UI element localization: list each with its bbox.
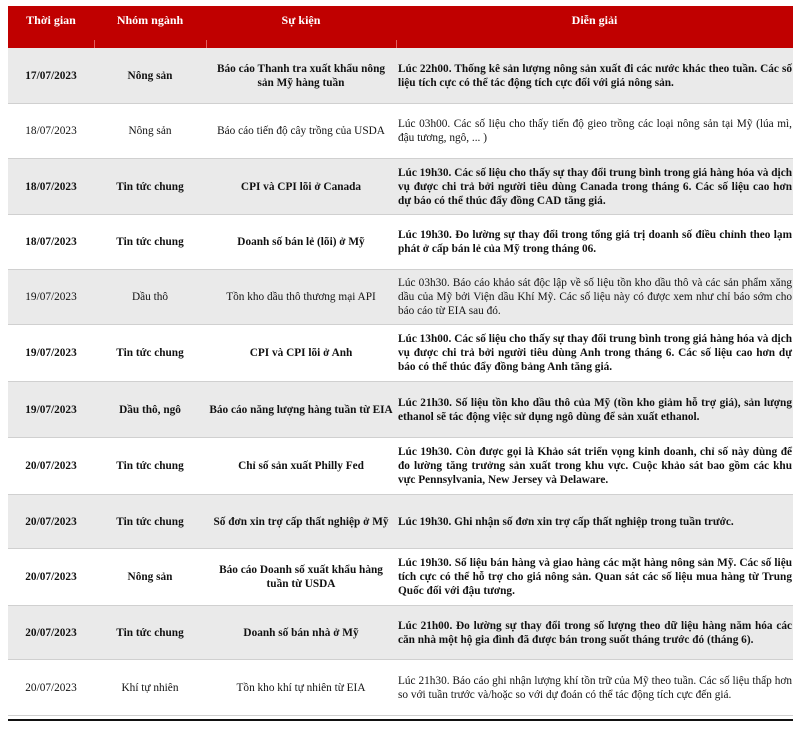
sector-cell: Dầu thô, ngô	[119, 403, 181, 416]
header-event: Sự kiện	[206, 6, 396, 48]
event-cell: CPI và CPI lõi ở Anh	[249, 347, 353, 359]
table-row	[8, 159, 793, 215]
sector-cell: Tin tức chung	[116, 236, 184, 248]
sector-cell: Tin tức chung	[116, 180, 184, 193]
event-cell: Báo cáo Thanh tra xuất khẩu nông sản Mỹ hàng tuần	[216, 62, 386, 89]
sector-cell: Tin tức chung	[116, 347, 184, 359]
header-time: Thời gian	[26, 13, 76, 27]
description-cell: Lúc 21h00. Đo lường sự thay đổi trong số lượng theo dữ liệu hàng năm hóa các căn nhà một hộ gia đình đã được bán trong suốt tháng trước đó (tháng 6).	[398, 619, 792, 646]
sector-cell: Khí tự nhiên	[121, 681, 179, 694]
description-cell: Lúc 03h00. Các số liệu cho thấy tiến độ gieo trồng các loại nông sản tại Mỹ (lúa mì, đậu tương, ngô, ... )	[398, 118, 792, 144]
event-cell: Số đơn xin trợ cấp thất nghiệp ở Mỹ	[213, 515, 389, 528]
sector-cell: Tin tức chung	[116, 515, 184, 528]
description-cell: Lúc 03h30. Báo cáo khảo sát độc lập về số liệu tồn kho dầu thô và các sản phẩm xăng dầu của Mỹ bởi Viện dầu Khí Mỹ. Các số liệu này có được xem như chỉ báo sớm cho báo cáo từ EIA sau đó.	[398, 277, 792, 317]
table-row	[8, 606, 793, 660]
event-cell: Chỉ số sản xuất Philly Fed	[238, 460, 364, 472]
date-cell: 19/07/2023	[25, 347, 77, 359]
date-cell: 19/07/2023	[25, 403, 77, 416]
header-description: Diễn giải	[396, 6, 793, 48]
event-cell: Báo cáo Doanh số xuất khẩu hàng tuần từ USDA	[219, 564, 383, 590]
sector-cell: Nông sản	[127, 571, 173, 583]
table-header	[8, 6, 793, 48]
table-row	[8, 549, 793, 606]
event-cell: Tồn kho khí tự nhiên từ EIA	[236, 681, 366, 694]
date-cell: 20/07/2023	[25, 681, 77, 694]
description-cell: Lúc 19h30. Số liệu bán hàng và giao hàng các mặt hàng nông sản Mỹ. Các số liệu tích cực có thể hỗ trợ cho giá nông sản. Quan sát các số liệu mua hàng từ Trung Quốc đối với đậu tương.	[398, 557, 792, 597]
description-cell: Lúc 19h30. Ghi nhận số đơn xin trợ cấp thất nghiệp trong tuần trước.	[398, 515, 734, 528]
description-cell: Lúc 22h00. Thống kê sản lượng nông sản xuất đi các nước khác theo tuần. Các số liệu tích cực có thể tác động tích cực đối với giá nông sản.	[398, 62, 792, 89]
sector-cell: Dầu thô	[131, 291, 169, 303]
event-cell: CPI và CPI lõi ở Canada	[240, 180, 362, 193]
description-cell: Lúc 21h30. Số liệu tồn kho dầu thô của Mỹ (tồn kho giảm hỗ trợ giá), sản lượng ethanol sẽ tác động việc sử dụng ngô dùng để sản xuất ethanol.	[398, 396, 792, 423]
table-bottom-rule	[8, 719, 793, 721]
sector-cell: Tin tức chung	[116, 460, 184, 472]
date-cell: 18/07/2023	[25, 180, 77, 193]
date-cell: 20/07/2023	[25, 460, 77, 472]
table-row	[8, 438, 793, 495]
table-row	[8, 215, 793, 270]
event-cell: Báo cáo năng lượng hàng tuần từ EIA	[209, 403, 393, 416]
description-cell: Lúc 13h00. Các số liệu cho thấy sự thay đổi trung bình trong giá hàng hóa và dịch vụ được chi trả bởi người tiêu dùng Anh trong tháng 6. Các số liệu cao hơn dự báo có thể thúc đẩy đồng bảng Anh tăng giá.	[398, 333, 792, 373]
event-table	[8, 6, 793, 716]
date-cell: 18/07/2023	[25, 236, 77, 248]
sector-cell: Nông sản	[127, 69, 173, 82]
event-cell: Doanh số bán nhà ở Mỹ	[243, 626, 359, 639]
date-cell: 20/07/2023	[25, 571, 77, 583]
table-row	[8, 325, 793, 382]
description-cell: Lúc 21h30. Báo cáo ghi nhận lượng khí tồn trữ của Mỹ theo tuần. Các số liệu thấp hơn so với tuần trước và/hoặc so với dự đoán có thể tác động tích cực đến giá.	[398, 674, 792, 701]
table-row	[8, 48, 793, 104]
description-cell: Lúc 19h30. Còn được gọi là Khảo sát triển vọng kinh doanh, chỉ số này dùng để đo lường tăng trưởng sản xuất trong khu vực. Cuộc khảo sát bao gồm các khu vực Pennsylvania, New Jersey và Delaware.	[398, 446, 792, 486]
date-cell: 17/07/2023	[25, 69, 77, 82]
description-cell: Lúc 19h30. Đo lường sự thay đổi trong tổng giá trị doanh số điều chỉnh theo lạm phát ở cấp bán lẻ của Mỹ trong tháng 06.	[398, 229, 792, 255]
sector-cell: Nông sản	[128, 125, 172, 137]
date-cell: 19/07/2023	[25, 291, 77, 303]
table-row	[8, 495, 793, 549]
header-sector: Nhóm ngành	[94, 6, 206, 48]
sector-cell: Tin tức chung	[116, 626, 184, 639]
table-row	[8, 382, 793, 438]
event-cell: Doanh số bán lẻ (lõi) ở Mỹ	[237, 236, 365, 248]
table-row	[8, 270, 793, 325]
date-cell: 20/07/2023	[25, 515, 77, 528]
event-cell: Báo cáo tiến độ cây trồng của USDA	[217, 125, 385, 137]
table-row	[8, 660, 793, 716]
event-cell: Tồn kho dầu thô thương mại API	[226, 291, 376, 303]
date-cell: 18/07/2023	[25, 125, 77, 137]
description-cell: Lúc 19h30. Các số liệu cho thấy sự thay đổi trung bình trong giá hàng hóa và dịch vụ được chi trả bởi người tiêu dùng Canada trong tháng 6. Các số liệu cao hơn dự báo có thể thúc đẩy đồng CAD tăng giá.	[398, 166, 792, 207]
table-body	[8, 48, 793, 716]
date-cell: 20/07/2023	[25, 626, 77, 639]
table-row	[8, 104, 793, 159]
